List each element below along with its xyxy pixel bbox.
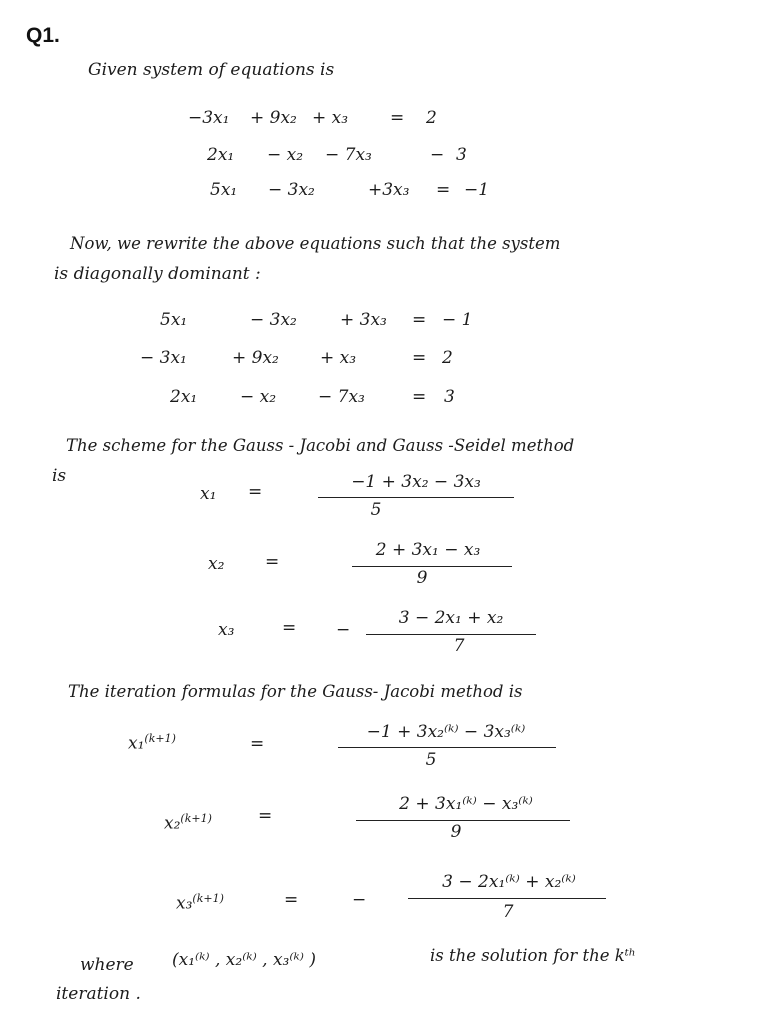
- rhs: − 1: [442, 310, 473, 330]
- given-eq-2: [207, 145, 467, 165]
- scheme-x1-lhs: x₁: [200, 484, 217, 504]
- iteration-x3-denominator: 7: [502, 902, 514, 922]
- lhs-superscript: (k+1): [192, 892, 224, 905]
- equals: =: [412, 348, 427, 368]
- term: 5x₁: [210, 180, 238, 200]
- where-word: where: [80, 955, 134, 975]
- term: 5x₁: [160, 310, 188, 330]
- iteration-x2-equals: =: [258, 806, 273, 826]
- scheme-x2-lhs: x₂: [208, 554, 225, 574]
- term: − 7x₃: [318, 387, 365, 407]
- scheme-x3-sign: −: [336, 620, 351, 640]
- fraction-bar: [318, 497, 514, 498]
- scheme-x3-equals: =: [282, 618, 297, 638]
- scheme-x1-equals: =: [248, 482, 263, 502]
- term: − 7x₃: [325, 145, 372, 165]
- given-eq-1: [188, 108, 437, 128]
- iteration-x2-numerator: 2 + 3x₁⁽ᵏ⁾ − x₃⁽ᵏ⁾: [399, 794, 533, 814]
- equals: =: [436, 180, 451, 200]
- iteration-x3-sign: −: [352, 890, 367, 910]
- rewrite-text-line2: is diagonally dominant :: [54, 264, 261, 284]
- scheme-text-line1: The scheme for the Gauss - Jacobi and Gauss -Seidel method: [66, 436, 575, 455]
- term: − 3x₁: [140, 348, 187, 368]
- scheme-x2-equals: =: [265, 552, 280, 572]
- intro-text: Given system of equations is: [88, 60, 335, 80]
- fraction-bar: [352, 566, 512, 567]
- term: + 3x₃: [340, 310, 387, 330]
- term: 2x₁: [170, 387, 198, 407]
- scheme-x3-denominator: 7: [453, 636, 465, 656]
- iteration-x1-lhs: [128, 732, 176, 754]
- term: + 9x₂: [232, 348, 279, 368]
- term: − 3x₂: [250, 310, 297, 330]
- iteration-x3-numerator: 3 − 2x₁⁽ᵏ⁾ + x₂⁽ᵏ⁾: [442, 872, 576, 892]
- equals: =: [390, 108, 405, 128]
- rhs: 2: [426, 108, 437, 128]
- equals: =: [412, 310, 427, 330]
- where-tuple: (x₁⁽ᵏ⁾ , x₂⁽ᵏ⁾ , x₃⁽ᵏ⁾ ): [172, 950, 316, 970]
- iteration-x3-lhs: [176, 892, 224, 914]
- iteration-x2-denominator: 9: [450, 822, 462, 842]
- iteration-x1-denominator: 5: [425, 750, 437, 770]
- rhs: −1: [464, 180, 490, 200]
- fraction-bar: [366, 634, 536, 635]
- term: − 3x₂: [268, 180, 315, 200]
- iteration-x2-lhs: [164, 812, 212, 834]
- fraction-bar: [338, 747, 556, 748]
- term: + x₃: [320, 348, 357, 368]
- rhs: 2: [442, 348, 453, 368]
- rewrite-text-line1: Now, we rewrite the above equations such that the system: [70, 234, 561, 253]
- term: + 9x₂: [250, 108, 297, 128]
- iteration-x1-numerator: −1 + 3x₂⁽ᵏ⁾ − 3x₃⁽ᵏ⁾: [366, 722, 526, 742]
- lhs-superscript: (k+1): [144, 732, 176, 745]
- term: +3x₃: [368, 180, 410, 200]
- scheme-x1-numerator: −1 + 3x₂ − 3x₃: [351, 472, 481, 492]
- term: + x₃: [312, 108, 349, 128]
- dominant-eq-1: [160, 310, 472, 330]
- term: − x₂: [240, 387, 277, 407]
- iteration-x3-equals: =: [284, 890, 299, 910]
- lhs-var: x₃: [176, 893, 193, 914]
- lhs-var: x₁: [128, 733, 145, 754]
- iteration-intro-text: The iteration formulas for the Gauss- Jacobi method is: [68, 682, 523, 701]
- fraction-bar: [408, 898, 606, 899]
- fraction-bar: [356, 820, 570, 821]
- where-rest: is the solution for the kᵗʰ: [430, 946, 636, 965]
- scheme-x3-lhs: x₃: [218, 620, 235, 640]
- dominant-eq-2: [140, 348, 453, 368]
- equals: −: [430, 145, 445, 165]
- scheme-x1-denominator: 5: [370, 500, 382, 520]
- rhs: 3: [444, 387, 455, 407]
- term: −3x₁: [188, 108, 230, 128]
- scheme-x2-denominator: 9: [416, 568, 428, 588]
- scheme-x2-numerator: 2 + 3x₁ − x₃: [375, 540, 481, 560]
- given-eq-3: [210, 180, 489, 200]
- equals: =: [412, 387, 427, 407]
- rhs: 3: [456, 145, 467, 165]
- scheme-x3-numerator: 3 − 2x₁ + x₂: [398, 608, 504, 628]
- lhs-superscript: (k+1): [180, 812, 212, 825]
- scheme-text-line2: is: [52, 466, 67, 486]
- lhs-var: x₂: [164, 813, 181, 834]
- where-line2: iteration .: [56, 984, 141, 1004]
- term: − x₂: [267, 145, 304, 165]
- term: 2x₁: [207, 145, 235, 165]
- iteration-x1-equals: =: [250, 734, 265, 754]
- question-label: Q1.: [26, 24, 60, 47]
- dominant-eq-3: [170, 387, 455, 407]
